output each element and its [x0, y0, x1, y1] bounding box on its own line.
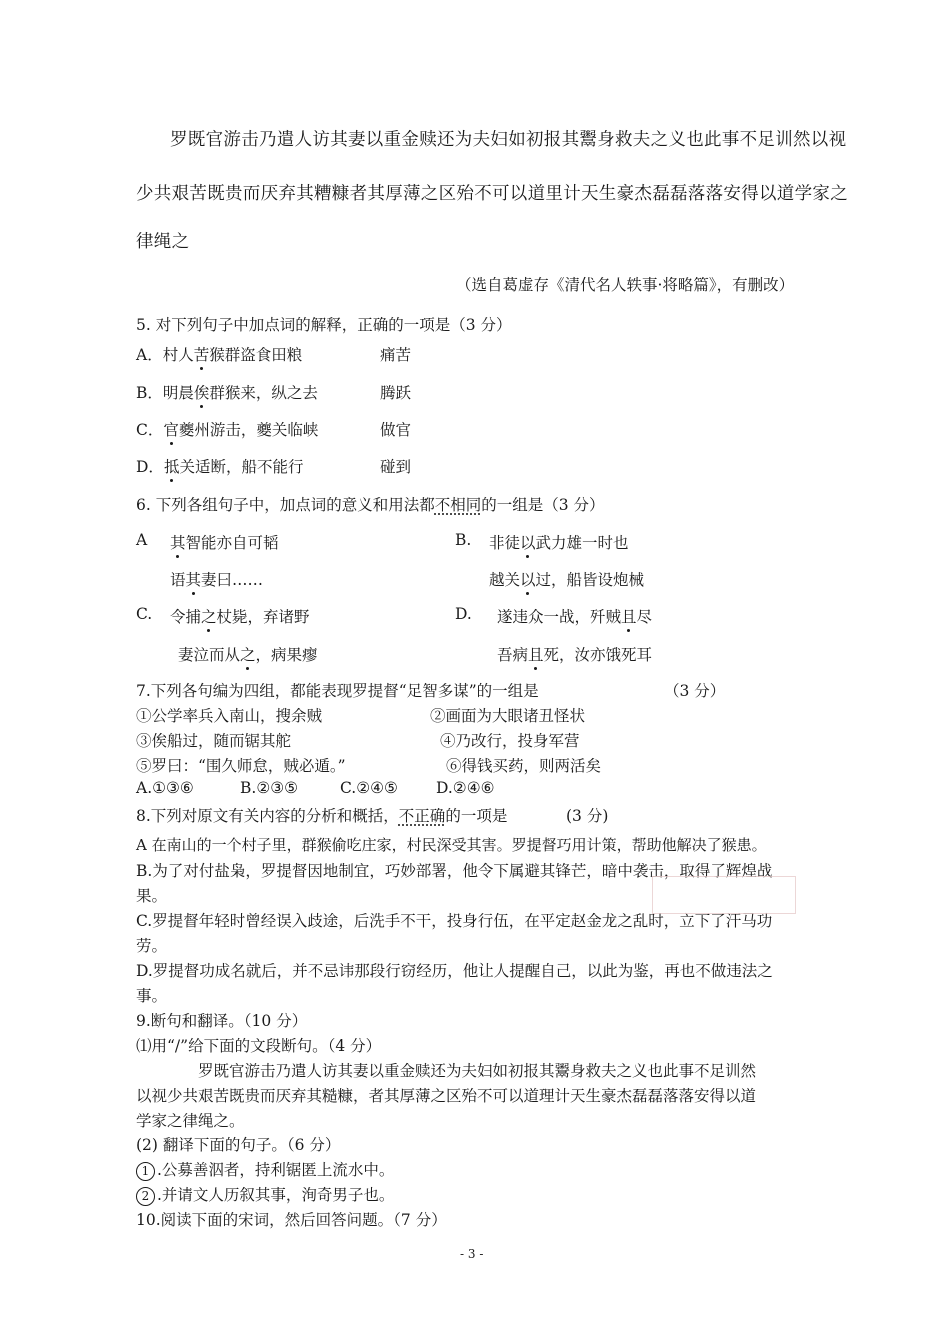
q6-a-sentence-2: 语其妻曰……: [170, 568, 263, 590]
q6-c-sentence-2: 妻泣而从之，病果瘳: [178, 643, 318, 665]
q8-score: (3 分): [566, 807, 609, 825]
q7-option-a: A.①③⑥: [136, 779, 194, 797]
q5-option-a-gloss: 痛苦: [380, 346, 412, 364]
q9-text-line-3: 学家之律绳之。: [136, 1112, 245, 1130]
q6-a-sentence-1: 其智能亦自可韬: [170, 531, 279, 553]
q7-item-6: ⑥得钱买药，则两活矣: [446, 757, 602, 775]
q9-stem: 9.断句和翻译。（10 分）: [136, 1012, 308, 1030]
q9-part-2: (2) 翻译下面的句子。（6 分）: [136, 1136, 341, 1154]
q6-d-sentence-1: 遂违众一战，歼贼且尽: [497, 605, 652, 627]
q6-letter-d: D.: [455, 605, 472, 623]
passage-line-2: 少共艰苦既贵而厌弃其糟糠者其厚薄之区殆不可以道里计天生豪杰磊磊落落安得以道学家之: [136, 184, 848, 204]
q8-option-c-line-1: C.罗提督年轻时曾经误入歧途，后洗手不干，投身行伍，在平定赵金龙之乱时，立下了汗马功: [136, 912, 773, 930]
q5-stem: 5. 对下列句子中加点词的解释，正确的一项是（3 分）: [136, 316, 512, 334]
q8-option-b-line-2: 果。: [136, 887, 168, 905]
q7-score: （3 分）: [664, 682, 726, 700]
q7-option-b: B.②③⑤: [240, 779, 299, 797]
q8-option-d-line-2: 事。: [136, 987, 168, 1005]
circled-number-2: 2: [136, 1187, 155, 1206]
q6-b-sentence-2: 越关以过，船皆设炮械: [489, 568, 644, 590]
q5-option-b-gloss: 腾跃: [380, 384, 412, 402]
passage-line-3: 律绳之: [136, 232, 190, 252]
q9-sentence-1: 1 .公募善泅者，持利锯匿上流水中。: [136, 1158, 394, 1181]
q5-option-c-gloss: 做官: [380, 421, 412, 439]
q8-option-c-line-2: 劳。: [136, 937, 168, 955]
q8-option-d-line-1: D.罗提督功成名就后，并不忌讳那段行窃经历，他让人提醒自己，以此为鉴，再也不做违法之: [136, 962, 773, 980]
q6-letter-a: A: [136, 531, 148, 549]
q8-option-a: A 在南山的一个村子里，群猴偷吃庄家，村民深受其害。罗提督巧用计策，帮助他解决了猴患。: [136, 836, 767, 854]
q5-option-d-gloss: 碰到: [380, 458, 412, 476]
q8-stem: 8.下列对原文有关内容的分析和概括，不正确的一项是: [136, 807, 508, 825]
q6-d-sentence-2: 吾病且死，汝亦饿死耳: [497, 643, 652, 665]
q6-c-sentence-1: 令捕之杖毙，弃诸野: [170, 605, 310, 627]
q5-option-c: C．官夔州游击，夔关临峡: [136, 418, 318, 440]
circled-number-1: 1: [136, 1162, 155, 1181]
q7-item-1: ①公学率兵入南山，搜余贼: [136, 707, 323, 725]
q7-option-d: D.②④⑥: [436, 779, 495, 797]
q6-stem: 6. 下列各组句子中，加点词的意义和用法都不相同的一组是（3 分）: [136, 496, 605, 514]
q6-letter-c: C.: [136, 605, 153, 623]
q5-option-d: D．抵关适断，船不能行: [136, 455, 303, 477]
q7-option-c: C.②④⑤: [340, 779, 398, 797]
q9-text-line-1: 罗既官游击乃遣人访其妻以重金赎还为夫妇如初报其鬻身救夫之义也此事不足训然: [198, 1062, 757, 1080]
q9-sentence-2: 2 .并请文人历叙其事，洵奇男子也。: [136, 1183, 394, 1206]
q8-option-b-line-1: B.为了对付盐枭，罗提督因地制宜，巧妙部署，他令下属避其锋芒，暗中袭击，取得了辉煌战: [136, 862, 773, 880]
q5-option-b: B．明晨俟群猴来，纵之去: [136, 381, 318, 403]
q9-text-line-2: 以视少共艰苦既贵而厌弃其糙糠，者其厚薄之区殆不可以道理计天生豪杰磊磊落落安得以道: [136, 1087, 757, 1105]
q7-item-3: ③俟船过，随而锯其舵: [136, 732, 292, 750]
q10-stem: 10.阅读下面的宋词，然后回答问题。（7 分）: [136, 1211, 447, 1229]
watermark-stamp: [652, 876, 796, 914]
q9-part-1: ⑴用“/”给下面的文段断句。（4 分）: [136, 1037, 382, 1055]
passage-source: （选自葛虚存《清代名人轶事·将略篇》，有删改）: [456, 276, 795, 294]
q7-stem: 7.下列各句编为四组，都能表现罗提督“足智多谋”的一组是: [136, 682, 539, 700]
q6-letter-b: B.: [455, 531, 472, 549]
page-number: - 3 -: [460, 1247, 484, 1261]
q7-item-2: ②画面为大眼诸丑怪状: [430, 707, 586, 725]
q7-item-4: ④乃改行，投身军营: [440, 732, 580, 750]
q5-option-a: A．村人苦猴群盗食田粮: [136, 343, 302, 365]
q7-item-5: ⑤罗曰：“围久师怠，贼必遁。”: [136, 757, 346, 775]
q6-b-sentence-1: 非徒以武力雄一时也: [489, 531, 629, 553]
passage-line-1: 罗既官游击乃遣人访其妻以重金赎还为夫妇如初报其鬻身救夫之义也此事不足训然以视: [170, 130, 847, 150]
